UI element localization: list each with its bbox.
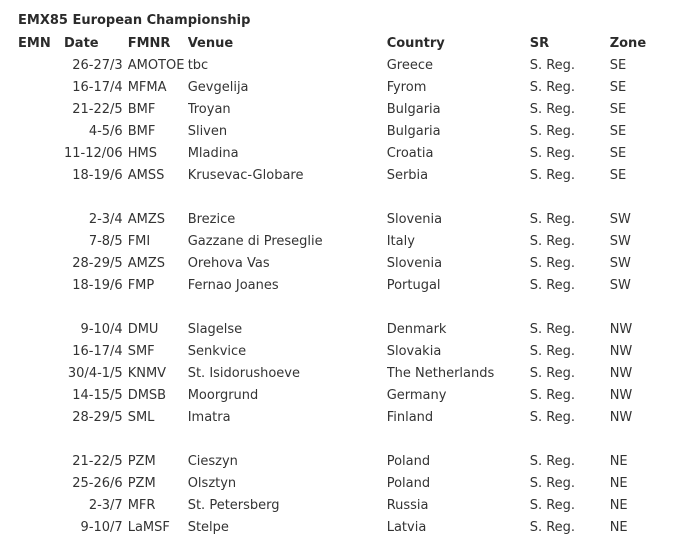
cell-sr: S. Reg. xyxy=(529,322,576,337)
cell-emn xyxy=(0,319,64,341)
cell-emn xyxy=(0,363,64,385)
cell-sr: S. Reg. xyxy=(529,410,576,425)
cell-fmnr: AMZS xyxy=(127,256,165,271)
cell-zone: SE xyxy=(609,168,627,183)
table-row xyxy=(0,143,660,165)
cell-date: 26-27/3 xyxy=(72,58,123,73)
cell-country: Bulgaria xyxy=(386,102,441,117)
cell-emn xyxy=(0,121,64,143)
group-spacer xyxy=(0,429,660,451)
cell-zone: SW xyxy=(609,234,631,249)
cell-date: 28-29/5 xyxy=(72,410,123,425)
cell-venue: Krusevac-Globare xyxy=(187,168,304,183)
cell-zone: SE xyxy=(609,80,627,95)
cell-fmnr: LaMSF xyxy=(127,520,170,535)
cell-venue: Mladina xyxy=(187,146,239,161)
cell-sr: S. Reg. xyxy=(529,366,576,381)
cell-emn xyxy=(0,99,64,121)
table-row xyxy=(0,209,660,231)
table-row xyxy=(0,77,660,99)
cell-zone: SW xyxy=(609,256,631,271)
cell-venue: Senkvice xyxy=(187,344,247,359)
cell-emn xyxy=(0,275,64,297)
header-fmnr: FMNR xyxy=(127,36,171,51)
header-venue: Venue xyxy=(187,36,234,51)
cell-fmnr: BMF xyxy=(127,102,156,117)
header-emn: EMN xyxy=(18,36,51,51)
cell-fmnr: BMF xyxy=(127,124,156,139)
cell-country: Denmark xyxy=(386,322,447,337)
cell-country: Portugal xyxy=(386,278,441,293)
cell-fmnr: KNMV xyxy=(127,366,167,381)
cell-country: Russia xyxy=(386,498,429,513)
cell-sr: S. Reg. xyxy=(529,476,576,491)
cell-date: 4-5/6 xyxy=(88,124,123,139)
group-spacer xyxy=(0,297,660,319)
spacer-cell xyxy=(0,297,660,319)
cell-date: 18-19/6 xyxy=(72,168,123,183)
cell-sr: S. Reg. xyxy=(529,168,576,183)
cell-zone: SE xyxy=(609,58,627,73)
cell-zone: NE xyxy=(609,454,628,469)
cell-emn xyxy=(0,231,64,253)
cell-emn xyxy=(0,143,64,165)
spacer-cell xyxy=(0,187,660,209)
cell-venue: Troyan xyxy=(187,102,231,117)
page-title: EMX85 European Championship xyxy=(18,13,251,28)
cell-venue: St. Isidorushoeve xyxy=(187,366,300,381)
cell-sr: S. Reg. xyxy=(529,124,576,139)
spacer-cell xyxy=(0,429,660,451)
cell-date: 18-19/6 xyxy=(72,278,123,293)
cell-emn xyxy=(0,495,64,517)
cell-emn xyxy=(0,165,64,187)
cell-date: 21-22/5 xyxy=(72,102,123,117)
table-row xyxy=(0,165,660,187)
cell-zone: SE xyxy=(609,102,627,117)
cell-emn xyxy=(0,253,64,275)
table-row xyxy=(0,407,660,429)
table-row xyxy=(0,341,660,363)
cell-country: Italy xyxy=(386,234,415,249)
cell-country: Bulgaria xyxy=(386,124,441,139)
table-row xyxy=(0,55,660,77)
table-row xyxy=(0,385,660,407)
cell-zone: NW xyxy=(609,388,633,403)
cell-zone: NE xyxy=(609,520,628,535)
cell-sr: S. Reg. xyxy=(529,80,576,95)
cell-fmnr: AMZS xyxy=(127,212,165,227)
cell-zone: SW xyxy=(609,212,631,227)
cell-country: Slovenia xyxy=(386,256,443,271)
cell-venue: Imatra xyxy=(187,410,231,425)
championship-table xyxy=(0,33,660,539)
table-row xyxy=(0,517,660,539)
header-zone: Zone xyxy=(609,36,647,51)
cell-fmnr: FMI xyxy=(127,234,151,249)
cell-country: Slovakia xyxy=(386,344,442,359)
cell-emn xyxy=(0,209,64,231)
cell-sr: S. Reg. xyxy=(529,498,576,513)
cell-venue: Sliven xyxy=(187,124,228,139)
cell-fmnr: PZM xyxy=(127,476,156,491)
cell-venue: Gevgelija xyxy=(187,80,249,95)
cell-venue: Stelpe xyxy=(187,520,229,535)
cell-emn xyxy=(0,55,64,77)
cell-emn xyxy=(0,473,64,495)
cell-emn xyxy=(0,385,64,407)
cell-sr: S. Reg. xyxy=(529,388,576,403)
cell-date: 25-26/6 xyxy=(72,476,123,491)
cell-date: 16-17/4 xyxy=(72,80,123,95)
cell-fmnr: DMU xyxy=(127,322,159,337)
cell-sr: S. Reg. xyxy=(529,146,576,161)
cell-venue: Fernao Joanes xyxy=(187,278,279,293)
cell-date: 2-3/7 xyxy=(88,498,123,513)
cell-country: Slovenia xyxy=(386,212,443,227)
cell-zone: NW xyxy=(609,410,633,425)
cell-venue: Olsztyn xyxy=(187,476,237,491)
table-row xyxy=(0,253,660,275)
cell-date: 2-3/4 xyxy=(88,212,123,227)
cell-venue: Cieszyn xyxy=(187,454,238,469)
cell-fmnr: AMOTOE xyxy=(127,58,185,73)
cell-venue: Moorgrund xyxy=(187,388,259,403)
cell-date: 7-8/5 xyxy=(88,234,123,249)
cell-emn xyxy=(0,517,64,539)
cell-venue: Slagelse xyxy=(187,322,243,337)
cell-fmnr: MFR xyxy=(127,498,156,513)
table-row xyxy=(0,451,660,473)
cell-venue: St. Petersberg xyxy=(187,498,280,513)
cell-zone: SE xyxy=(609,146,627,161)
cell-sr: S. Reg. xyxy=(529,102,576,117)
cell-country: Croatia xyxy=(386,146,434,161)
cell-zone: NE xyxy=(609,476,628,491)
cell-venue: Orehova Vas xyxy=(187,256,270,271)
cell-country: The Netherlands xyxy=(386,366,495,381)
table-row xyxy=(0,121,660,143)
cell-fmnr: AMSS xyxy=(127,168,165,183)
cell-emn xyxy=(0,451,64,473)
cell-emn xyxy=(0,407,64,429)
cell-sr: S. Reg. xyxy=(529,58,576,73)
cell-venue: Gazzane di Preseglie xyxy=(187,234,323,249)
cell-fmnr: MFMA xyxy=(127,80,167,95)
cell-zone: NW xyxy=(609,322,633,337)
cell-fmnr: DMSB xyxy=(127,388,167,403)
group-spacer xyxy=(0,187,660,209)
cell-date: 11-12/06 xyxy=(64,146,123,161)
cell-fmnr: PZM xyxy=(127,454,156,469)
cell-date: 30/4-1/5 xyxy=(67,366,123,381)
cell-date: 14-15/5 xyxy=(72,388,123,403)
cell-sr: S. Reg. xyxy=(529,344,576,359)
cell-country: Greece xyxy=(386,58,433,73)
cell-sr: S. Reg. xyxy=(529,212,576,227)
cell-emn xyxy=(0,77,64,99)
cell-fmnr: HMS xyxy=(127,146,157,161)
table-row xyxy=(0,363,660,385)
cell-fmnr: SML xyxy=(127,410,155,425)
cell-country: Poland xyxy=(386,454,431,469)
cell-sr: S. Reg. xyxy=(529,278,576,293)
cell-sr: S. Reg. xyxy=(529,256,576,271)
table-row xyxy=(0,231,660,253)
cell-sr: S. Reg. xyxy=(529,234,576,249)
cell-zone: NE xyxy=(609,498,628,513)
table-row xyxy=(0,99,660,121)
cell-date: 16-17/4 xyxy=(72,344,123,359)
table-row xyxy=(0,495,660,517)
cell-sr: S. Reg. xyxy=(529,520,576,535)
cell-fmnr: SMF xyxy=(127,344,155,359)
cell-zone: NW xyxy=(609,344,633,359)
cell-emn xyxy=(0,341,64,363)
cell-zone: SE xyxy=(609,124,627,139)
header-date: Date xyxy=(64,36,99,51)
cell-country: Finland xyxy=(386,410,434,425)
table-row xyxy=(0,275,660,297)
cell-zone: SW xyxy=(609,278,631,293)
cell-date: 28-29/5 xyxy=(72,256,123,271)
table-row xyxy=(0,473,660,495)
cell-country: Germany xyxy=(386,388,447,403)
table-row xyxy=(0,319,660,341)
cell-venue: tbc xyxy=(187,58,209,73)
cell-zone: NW xyxy=(609,366,633,381)
cell-country: Latvia xyxy=(386,520,427,535)
cell-country: Fyrom xyxy=(386,80,427,95)
cell-country: Serbia xyxy=(386,168,429,183)
header-row xyxy=(0,33,660,55)
cell-date: 21-22/5 xyxy=(72,454,123,469)
cell-fmnr: FMP xyxy=(127,278,155,293)
header-country: Country xyxy=(386,36,445,51)
table-body xyxy=(0,55,660,539)
cell-date: 9-10/7 xyxy=(80,520,123,535)
cell-venue: Brezice xyxy=(187,212,236,227)
cell-country: Poland xyxy=(386,476,431,491)
cell-date: 9-10/4 xyxy=(80,322,123,337)
cell-sr: S. Reg. xyxy=(529,454,576,469)
header-sr: SR xyxy=(529,36,550,51)
